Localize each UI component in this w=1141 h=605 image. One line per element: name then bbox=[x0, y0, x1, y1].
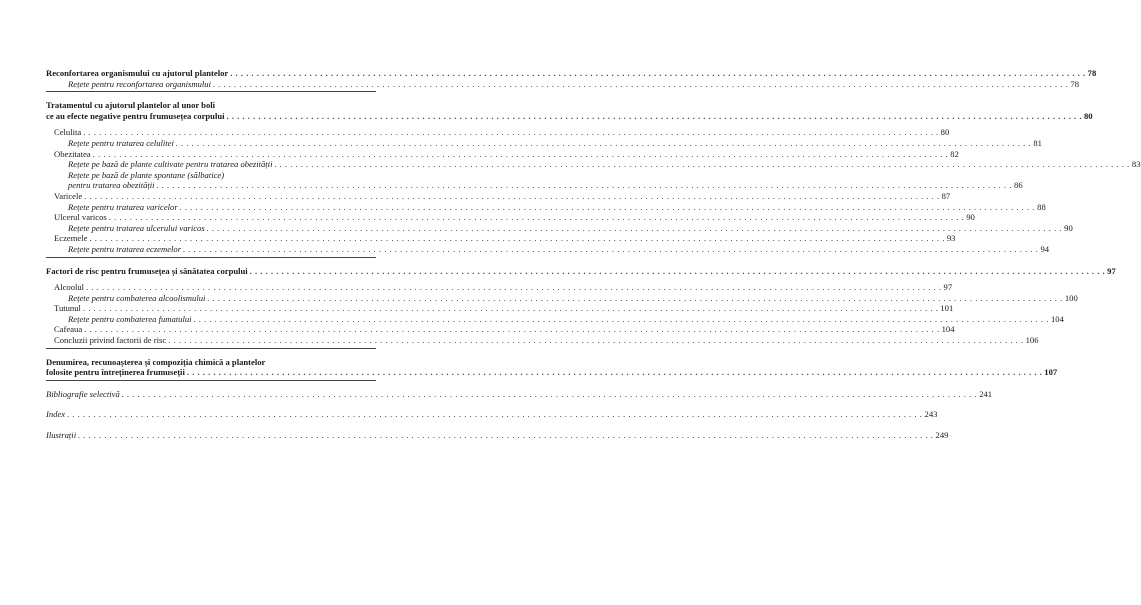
leader-dots bbox=[157, 180, 1012, 191]
toc-entry[interactable] bbox=[46, 201, 1046, 213]
toc-entry[interactable] bbox=[46, 190, 951, 202]
leader-dots bbox=[194, 314, 1049, 325]
toc-entry[interactable] bbox=[46, 137, 1042, 149]
toc-entry[interactable] bbox=[46, 335, 1039, 346]
toc-entry-title: Bibliografie selectivă bbox=[46, 388, 120, 399]
leader-dots bbox=[207, 293, 1062, 304]
leader-dots bbox=[168, 335, 1023, 346]
leader-dots bbox=[176, 138, 1031, 149]
toc-entry-page: 104 bbox=[941, 324, 955, 335]
toc-entry-title-line: Rețete pe bază de plante spontane (sălbatice) bbox=[68, 169, 225, 180]
toc-entry[interactable] bbox=[46, 148, 959, 160]
section-divider bbox=[46, 348, 376, 349]
toc-entry-title: Rețete pentru tratarea varicelor bbox=[68, 201, 178, 212]
toc-entry-title: Eczemele bbox=[54, 233, 88, 244]
toc-entry-title: Reconfortarea organismului cu ajutorul plantelor bbox=[46, 68, 229, 78]
leader-dots bbox=[250, 266, 1105, 277]
toc-entry-page: 82 bbox=[950, 148, 959, 159]
toc-entry[interactable] bbox=[46, 367, 1058, 378]
leader-dots bbox=[86, 282, 941, 293]
toc-entry-page: 93 bbox=[946, 233, 956, 244]
table-of-contents bbox=[46, 68, 1141, 441]
toc-entry[interactable] bbox=[46, 324, 955, 335]
toc-entry-page: 87 bbox=[941, 190, 951, 201]
toc-entry-title: Index bbox=[46, 409, 66, 420]
toc-entry[interactable] bbox=[46, 68, 1097, 79]
toc-entry[interactable] bbox=[46, 233, 956, 244]
toc-entry-page: 106 bbox=[1025, 335, 1039, 346]
toc-entry-title: Rețete pentru tratarea celulitei bbox=[68, 137, 174, 148]
leader-dots bbox=[227, 111, 1082, 122]
toc-entry-page: 241 bbox=[979, 388, 993, 399]
toc-entry[interactable] bbox=[46, 110, 1093, 122]
toc-entry[interactable] bbox=[46, 243, 1050, 255]
toc-entry-page: 107 bbox=[1044, 367, 1058, 378]
toc-entry-title: Alcoolul bbox=[54, 282, 85, 293]
toc-entry[interactable] bbox=[46, 265, 1116, 277]
toc-entry-page: 78 bbox=[1087, 68, 1097, 78]
toc-entry-page: 80 bbox=[1083, 110, 1093, 121]
toc-entry-title: Rețete pe bază de plante cultivate pentru tratarea obezității bbox=[68, 159, 273, 170]
toc-entry-page: 243 bbox=[924, 409, 938, 420]
toc-entry[interactable] bbox=[46, 180, 1023, 191]
toc-entry-page: 86 bbox=[1014, 180, 1023, 191]
leader-dots bbox=[78, 430, 933, 441]
leader-dots bbox=[67, 409, 922, 420]
leader-dots bbox=[93, 149, 948, 160]
toc-entry[interactable] bbox=[46, 292, 1078, 304]
leader-dots bbox=[180, 202, 1035, 213]
leader-dots bbox=[122, 389, 977, 400]
toc-entry-title: Obezitatea bbox=[54, 148, 91, 159]
toc-entry-page: 97 bbox=[943, 282, 953, 293]
toc-entry-title: folosite pentru întreținerea frumuseții bbox=[46, 367, 185, 378]
toc-entry-title: Rețete pentru combaterea alcoolismului bbox=[68, 292, 206, 303]
toc-entry-title: Ilustrații bbox=[46, 430, 77, 441]
toc-entry[interactable] bbox=[46, 78, 1080, 90]
toc-entry-page: 97 bbox=[1107, 265, 1116, 276]
toc-entry-page: 81 bbox=[1033, 137, 1042, 148]
toc-entry[interactable] bbox=[46, 430, 949, 441]
toc-entry-page: 80 bbox=[940, 127, 950, 138]
toc-entry-title: Factori de risc pentru frumusețea și sănătatea corpului bbox=[46, 265, 248, 276]
leader-dots bbox=[213, 79, 1068, 90]
leader-dots bbox=[230, 68, 1085, 79]
toc-entry-title: Cafeaua bbox=[54, 324, 83, 335]
toc-entry-title: ce au efecte negative pentru frumusețea corpului bbox=[46, 110, 225, 121]
toc-entry-page: 249 bbox=[935, 430, 949, 441]
leader-dots bbox=[187, 367, 1042, 378]
leader-dots bbox=[207, 223, 1062, 234]
toc-entry-title: Varicele bbox=[54, 190, 83, 201]
toc-entry-page: 90 bbox=[1064, 222, 1073, 233]
toc-entry[interactable] bbox=[46, 409, 938, 420]
toc-entry-page: 83 bbox=[1131, 159, 1141, 170]
toc-entry-title: Rețete pentru tratarea ulcerului varicos bbox=[68, 222, 205, 233]
leader-dots bbox=[274, 159, 1129, 170]
toc-entry-page: 100 bbox=[1064, 292, 1078, 303]
section-divider bbox=[46, 380, 376, 381]
toc-entry[interactable] bbox=[46, 222, 1073, 234]
toc-entry[interactable] bbox=[46, 282, 953, 293]
section-title-line: Tratamentul cu ajutorul plantelor al unor boli bbox=[46, 100, 216, 111]
leader-dots bbox=[89, 233, 944, 244]
toc-entry-title: Celulita bbox=[54, 127, 82, 138]
toc-entry-title: pentru tratarea obezității bbox=[68, 180, 155, 191]
toc-entry-title: Tutunul bbox=[54, 303, 81, 314]
toc-entry-title: Rețete pentru combaterea fumatului bbox=[68, 313, 192, 324]
toc-entry-page: 101 bbox=[940, 303, 954, 314]
toc-entry[interactable] bbox=[46, 159, 1141, 170]
toc-entry[interactable] bbox=[46, 313, 1064, 325]
toc-entry[interactable] bbox=[46, 212, 975, 223]
leader-dots bbox=[83, 303, 938, 314]
toc-entry-title: Ulcerul varicos bbox=[54, 212, 107, 223]
section-title-line: Denumirea, recunoașterea și compoziția chimică a plantelor bbox=[46, 356, 266, 367]
toc-entry[interactable] bbox=[46, 303, 954, 314]
toc-entry-page: 94 bbox=[1040, 243, 1050, 254]
toc-entry-title: Concluzii privind factorii de risc bbox=[54, 335, 167, 346]
section-divider bbox=[46, 257, 376, 258]
leader-dots bbox=[109, 212, 964, 223]
toc-entry[interactable] bbox=[46, 388, 993, 400]
toc-entry-page: 104 bbox=[1051, 313, 1064, 324]
toc-entry-page: 90 bbox=[966, 212, 975, 223]
toc-entry-page: 78 bbox=[1070, 78, 1080, 89]
toc-entry[interactable] bbox=[46, 127, 950, 138]
leader-dots bbox=[84, 191, 939, 202]
leader-dots bbox=[183, 244, 1038, 255]
leader-dots bbox=[83, 127, 938, 138]
toc-entry-title: Rețete pentru reconfortarea organismului bbox=[68, 78, 211, 89]
toc-entry-page: 88 bbox=[1037, 201, 1046, 212]
section-divider bbox=[46, 91, 376, 92]
toc-entry-title: Rețete pentru tratarea eczemelor bbox=[68, 243, 182, 254]
leader-dots bbox=[84, 324, 939, 335]
